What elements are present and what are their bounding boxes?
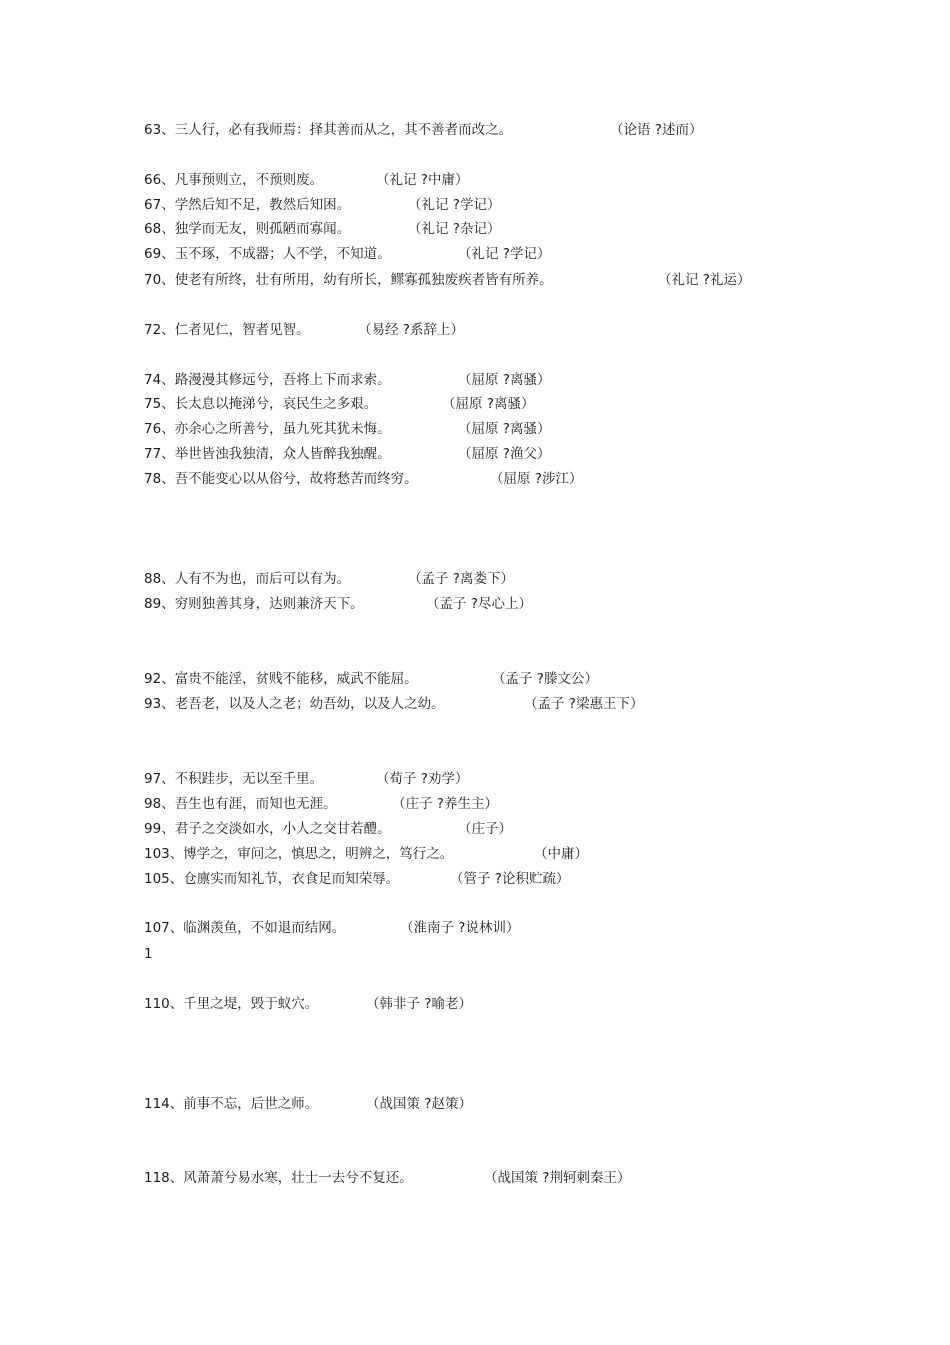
quote-number: 78 [144, 471, 162, 487]
quote-number: 63 [144, 122, 162, 138]
quote-text: 人有不为也，而后可以有为。 [174, 571, 351, 587]
quote-source: （易经 ?系辞上） [358, 322, 464, 338]
quote-text: 玉不琢，不成器；人不学，不知道。 [174, 246, 391, 262]
quote-number: 99 [144, 821, 162, 837]
quote-text: 前事不忘，后世之师。 [183, 1096, 319, 1112]
quote-line: 67、学然后知不足，教然后知困。 （礼记 ?学记） [144, 197, 501, 213]
quote-number: 68 [144, 221, 162, 237]
quote-source: （战国策 ?荆轲刺秦王） [484, 1170, 631, 1186]
quote-number: 103 [144, 846, 170, 862]
quote-line: 75、长太息以掩涕兮，哀民生之多艰。 （屈原 ?离骚） [144, 396, 535, 412]
quote-source: （孟子 ?离娄下） [408, 571, 514, 587]
quote-text: 吾生也有涯，而知也无涯。 [174, 796, 337, 812]
quote-line: 97、不积跬步，无以至千里。 （荀子 ?劝学） [144, 771, 469, 787]
quote-text: 使老有所终，壮有所用，幼有所长，鳏寡孤独废疾者皆有所养。 [174, 272, 553, 288]
quote-line: 63、三人行，必有我师焉：择其善而从之，其不善者而改之。 （论语 ?述而） [144, 122, 703, 138]
quote-text: 独学而无友，则孤陋而寡闻。 [174, 221, 351, 237]
quote-text: 富贵不能淫，贫贱不能移，威武不能屈。 [174, 671, 418, 687]
quote-line: 76、亦余心之所善兮，虽九死其犹未悔。 （屈原 ?离骚） [144, 421, 551, 437]
quote-number: 97 [144, 771, 162, 787]
quote-text: 学然后知不足，教然后知困。 [174, 197, 351, 213]
quote-line: 98、吾生也有涯，而知也无涯。 （庄子 ?养生主） [144, 796, 498, 812]
quote-line: 74、路漫漫其修远兮，吾将上下而求索。 （屈原 ?离骚） [144, 372, 551, 388]
quote-source: （礼记 ?学记） [458, 246, 551, 262]
quote-number: 74 [144, 372, 162, 388]
quote-line: 103、博学之，审问之，慎思之，明辨之，笃行之。 （中庸） [144, 846, 588, 862]
page-number: 1 [144, 946, 153, 962]
quote-number: 114 [144, 1096, 170, 1112]
quote-text: 亦余心之所善兮，虽九死其犹未悔。 [174, 421, 391, 437]
quote-text: 三人行，必有我师焉：择其善而从之，其不善者而改之。 [174, 122, 513, 138]
quote-text: 博学之，审问之，慎思之，明辨之，笃行之。 [183, 846, 454, 862]
quote-line: 88、人有不为也，而后可以有为。 （孟子 ?离娄下） [144, 571, 514, 587]
quote-text: 长太息以掩涕兮，哀民生之多艰。 [174, 396, 378, 412]
quote-source: （孟子 ?梁惠王下） [524, 696, 644, 712]
quote-number: 92 [144, 671, 162, 687]
quote-source: （礼记 ?中庸） [376, 172, 469, 188]
quote-text: 临渊羡鱼，不如退而结网。 [183, 920, 346, 936]
quote-source: （战国策 ?赵策） [366, 1096, 472, 1112]
quote-text: 君子之交淡如水，小人之交甘若醴。 [174, 821, 391, 837]
quote-source: （礼记 ?学记） [408, 197, 501, 213]
quote-source: （屈原 ?离骚） [458, 421, 551, 437]
quote-source: （荀子 ?劝学） [376, 771, 469, 787]
quote-source: （孟子 ?尽心上） [426, 596, 532, 612]
quote-text: 仁者见仁，智者见智。 [174, 322, 310, 338]
quote-source: （屈原 ?离骚） [458, 372, 551, 388]
quote-number: 89 [144, 596, 162, 612]
quote-line: 114、前事不忘，后世之师。 （战国策 ?赵策） [144, 1096, 472, 1112]
quote-line: 92、富贵不能淫，贫贱不能移，威武不能屈。 （孟子 ?滕文公） [144, 671, 598, 687]
quote-line: 93、老吾老，以及人之老；幼吾幼，以及人之幼。 （孟子 ?梁惠王下） [144, 696, 644, 712]
quote-text: 仓廪实而知礼节，衣食足而知荣辱。 [183, 871, 400, 887]
quote-number: 107 [144, 920, 170, 936]
quote-number: 67 [144, 197, 162, 213]
quote-text: 路漫漫其修远兮，吾将上下而求索。 [174, 372, 391, 388]
quote-number: 66 [144, 172, 162, 188]
quote-source: （中庸） [534, 846, 588, 862]
quote-number: 105 [144, 871, 170, 887]
quote-line: 72、仁者见仁，智者见智。 （易经 ?系辞上） [144, 322, 464, 338]
quote-line: 70、使老有所终，壮有所用，幼有所长，鳏寡孤独废疾者皆有所养。 （礼记 ?礼运） [144, 272, 751, 288]
quote-number: 77 [144, 446, 162, 462]
quote-line: 105、仓廪实而知礼节，衣食足而知荣辱。 （管子 ?论积贮疏） [144, 871, 570, 887]
quote-number: 110 [144, 996, 170, 1012]
quote-source: （庄子 ?养生主） [392, 796, 498, 812]
quote-line: 68、独学而无友，则孤陋而寡闻。 （礼记 ?杂记） [144, 221, 501, 237]
quote-number: 70 [144, 272, 162, 288]
quote-line: 99、君子之交淡如水，小人之交甘若醴。 （庄子） [144, 821, 512, 837]
quote-line: 69、玉不琢，不成器；人不学，不知道。 （礼记 ?学记） [144, 246, 551, 262]
quote-source: （淮南子 ?说林训） [400, 920, 520, 936]
quote-text: 千里之堤，毁于蚁穴。 [183, 996, 319, 1012]
quote-source: （韩非子 ?喻老） [366, 996, 472, 1012]
quote-line: 110、千里之堤，毁于蚁穴。 （韩非子 ?喻老） [144, 996, 472, 1012]
quote-text: 举世皆浊我独清，众人皆醉我独醒。 [174, 446, 391, 462]
quote-text: 风萧萧兮易水寒，壮士一去兮不复还。 [183, 1170, 413, 1186]
quote-source: （孟子 ?滕文公） [492, 671, 598, 687]
quote-line: 89、穷则独善其身，达则兼济天下。 （孟子 ?尽心上） [144, 596, 532, 612]
quote-line: 107、临渊羡鱼，不如退而结网。 （淮南子 ?说林训） [144, 920, 520, 936]
quote-source: （礼记 ?杂记） [408, 221, 501, 237]
quote-source: （屈原 ?渔父） [458, 446, 551, 462]
quote-line: 66、凡事预则立，不预则废。 （礼记 ?中庸） [144, 172, 469, 188]
quote-line: 78、吾不能变心以从俗兮，故将愁苦而终穷。 （屈原 ?涉江） [144, 471, 583, 487]
quote-number: 72 [144, 322, 162, 338]
quote-text: 穷则独善其身，达则兼济天下。 [174, 596, 364, 612]
quote-number: 69 [144, 246, 162, 262]
quote-source: （庄子） [458, 821, 512, 837]
quote-number: 88 [144, 571, 162, 587]
quote-line: 118、风萧萧兮易水寒，壮士一去兮不复还。 （战国策 ?荆轲刺秦王） [144, 1170, 631, 1186]
quote-source: （管子 ?论积贮疏） [450, 871, 570, 887]
quote-number: 76 [144, 421, 162, 437]
quote-source: （屈原 ?离骚） [442, 396, 535, 412]
quote-text: 不积跬步，无以至千里。 [174, 771, 324, 787]
quote-number: 98 [144, 796, 162, 812]
quote-source: （论语 ?述而） [610, 122, 703, 138]
quote-line: 77、举世皆浊我独清，众人皆醉我独醒。 （屈原 ?渔父） [144, 446, 551, 462]
quote-text: 凡事预则立，不预则废。 [174, 172, 324, 188]
quote-text: 吾不能变心以从俗兮，故将愁苦而终穷。 [174, 471, 418, 487]
quote-text: 老吾老，以及人之老；幼吾幼，以及人之幼。 [174, 696, 445, 712]
quote-number: 75 [144, 396, 162, 412]
quote-number: 93 [144, 696, 162, 712]
quote-number: 118 [144, 1170, 170, 1186]
quote-source: （礼记 ?礼运） [658, 272, 751, 288]
quote-source: （屈原 ?涉江） [490, 471, 583, 487]
